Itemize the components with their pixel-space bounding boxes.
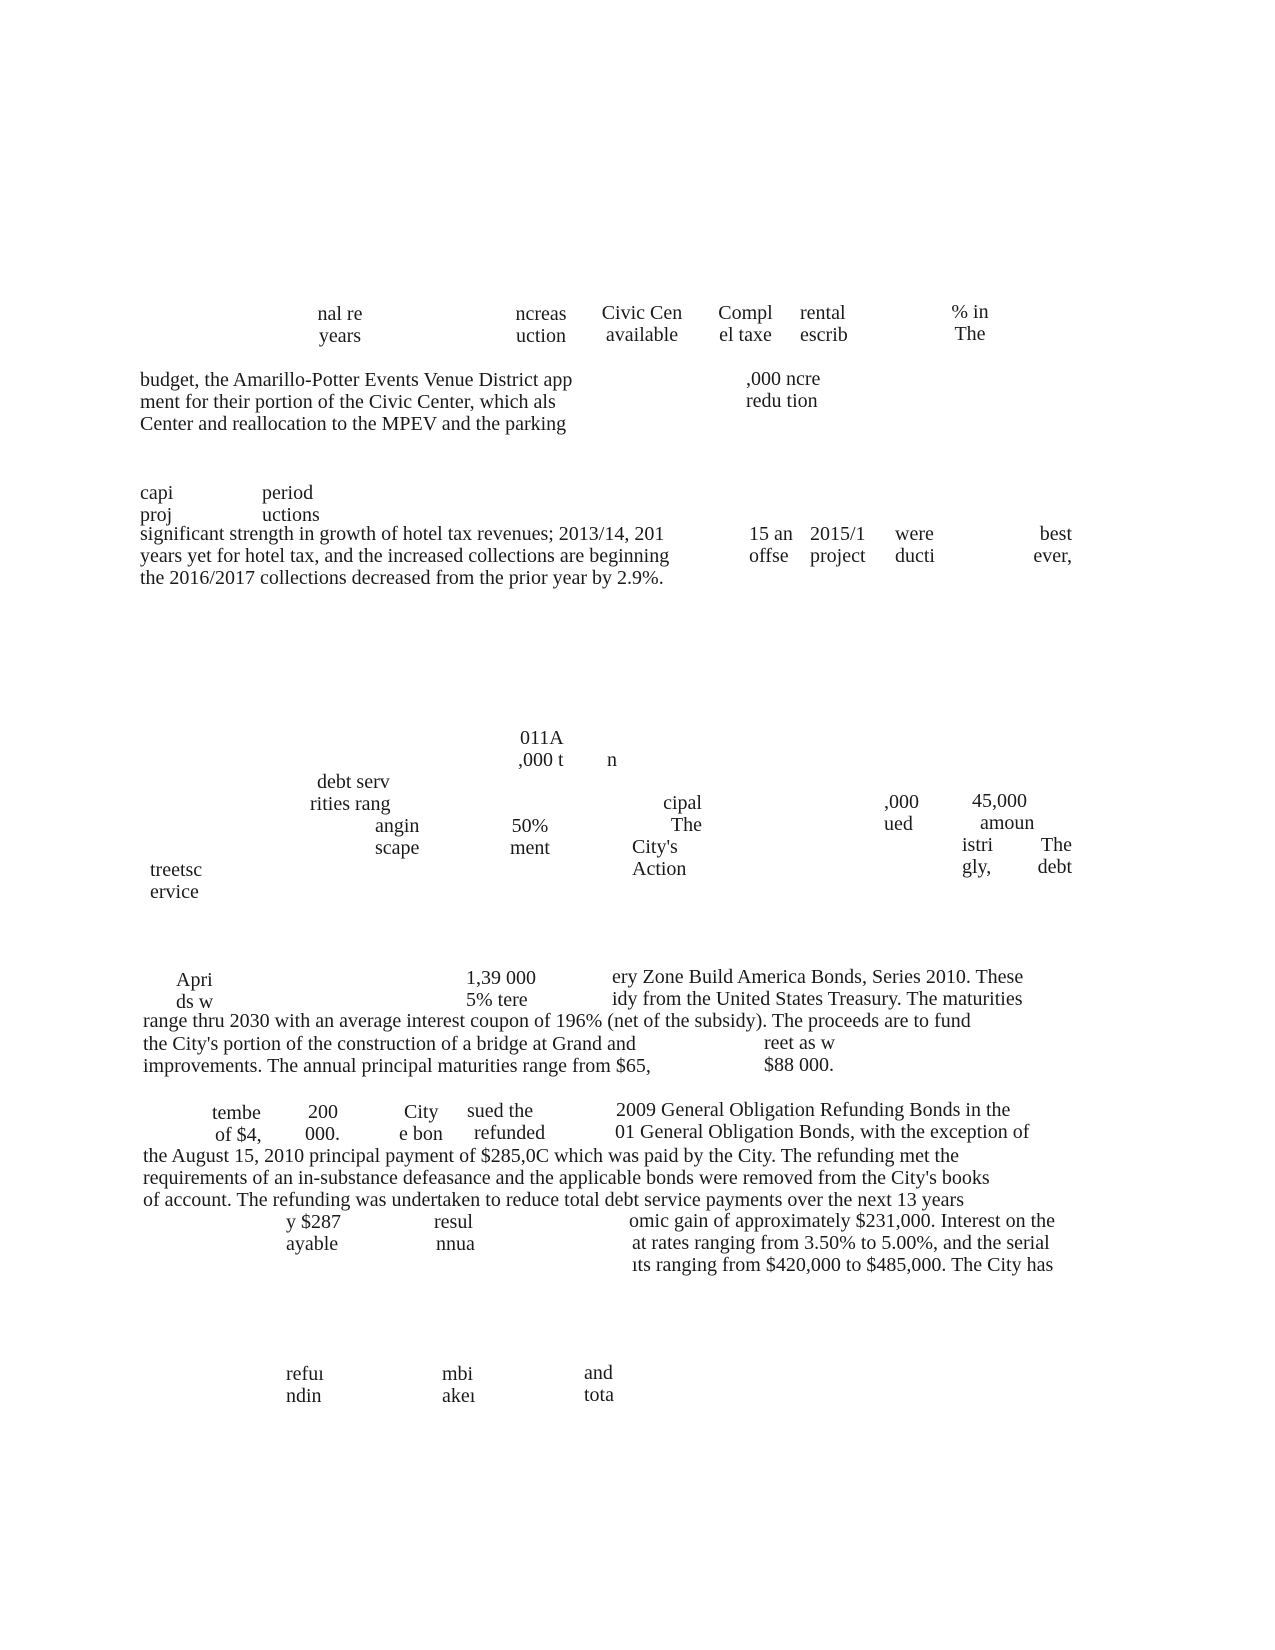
text-fragment: ment: [510, 837, 550, 859]
text-fragment: nnua: [436, 1233, 475, 1255]
fragment-column: [972, 790, 1034, 834]
text-fragment: ervice: [150, 881, 199, 903]
text-line: the 2016/2017 collections decreased from the prior year by 2.9%.: [140, 567, 664, 589]
text-fragment: 200: [308, 1101, 338, 1123]
text-fragment: gly,: [962, 856, 992, 878]
text-fragment: Compl: [718, 302, 773, 324]
fragment-column: [810, 523, 866, 567]
fragment-column: [884, 791, 919, 835]
fragment-column: [945, 301, 995, 345]
text-fragment: The: [954, 323, 986, 345]
text-fragment: escrib: [800, 324, 848, 346]
text-fragment: el taxe: [719, 324, 772, 346]
fragment-column: [500, 815, 560, 859]
text-fragment: ncreas: [515, 303, 567, 325]
fragment-column: [518, 727, 564, 771]
text-fragment: 2009 General Obligation Refunding Bonds in the: [616, 1099, 1011, 1121]
text-line: improvements. The annual principal maturities range from $65,: [143, 1055, 651, 1077]
text-fragment: 2015/1: [810, 523, 866, 545]
fragment-column: [632, 792, 702, 880]
text-fragment: $88 000.: [764, 1054, 834, 1076]
text-fragment: e bon: [399, 1123, 443, 1145]
text-fragment: sued the: [467, 1100, 534, 1122]
text-fragment: Apri: [176, 969, 213, 991]
fragment-column: [749, 523, 793, 567]
fragment-column: [584, 1362, 614, 1406]
fragment-column: [708, 302, 783, 346]
fragment-column: [286, 1363, 324, 1407]
text-fragment: 15 an: [749, 523, 793, 545]
text-fragment: project: [810, 545, 866, 567]
fragment-column: [592, 302, 692, 346]
text-fragment: ,000 ncre: [746, 368, 821, 390]
text-fragment: tembe: [212, 1102, 261, 1124]
text-fragment: available: [605, 324, 679, 346]
fragment-column: [305, 303, 375, 347]
text-fragment: ,000: [884, 791, 919, 813]
text-fragment: debt serv: [317, 771, 390, 793]
text-fragment: ayable: [286, 1233, 339, 1255]
text-fragment: uction: [516, 325, 566, 347]
text-fragment: refuı: [286, 1363, 324, 1385]
text-fragment: proj: [140, 504, 173, 526]
text-fragment: akeı: [442, 1385, 476, 1407]
text-line: budget, the Amarillo-Potter Events Venue District app: [140, 369, 573, 391]
text-fragment: 45,000: [972, 790, 1027, 812]
text-fragment: Civic Cen: [601, 302, 683, 324]
text-fragment: reet as w: [764, 1032, 836, 1054]
text-fragment: The: [1040, 834, 1072, 856]
fragment-column: [442, 1363, 475, 1407]
fragment-column: [746, 368, 820, 412]
text-fragment: omic gain of approximately $231,000. Interest on the: [629, 1210, 1056, 1232]
text-fragment: years: [318, 325, 362, 347]
fragment-column: [140, 482, 173, 526]
text-fragment: resul: [434, 1211, 473, 1233]
text-fragment: ery Zone Build America Bonds, Series 2010. These: [612, 966, 1024, 988]
text-line: Center and reallocation to the MPEV and the parking: [140, 413, 567, 435]
fragment-column: [262, 482, 320, 526]
text-fragment: idy from the United States Treasury. The maturities: [612, 988, 1023, 1010]
paragraph: [140, 369, 572, 435]
text-fragment: ducti: [895, 545, 935, 567]
text-line: requirements of an in-substance defeasance and the applicable bonds were removed from the City's books: [143, 1167, 990, 1189]
fragment-column: [150, 859, 202, 903]
text-fragment: City: [404, 1101, 439, 1123]
text-fragment: ds w: [176, 991, 214, 1013]
text-fragment: 5% tere: [466, 989, 528, 1011]
text-fragment: ndin: [286, 1385, 322, 1407]
text-line: ment for their portion of the Civic Center, which als: [140, 391, 556, 413]
text-fragment: nal re: [317, 303, 363, 325]
text-fragment: rities rang: [310, 793, 391, 815]
text-fragment: angin: [375, 815, 420, 837]
text-line: range thru 2030 with an average interest coupon of 196% (net of the subsidy). The proceeds are to fund: [143, 1010, 971, 1032]
text-line: years yet for hotel tax, and the increased collections are beginning: [140, 545, 670, 567]
text-fragment: 50%: [511, 815, 549, 837]
text-fragment: n: [607, 749, 617, 771]
text-fragment: offse: [749, 545, 789, 567]
text-fragment: period: [262, 482, 314, 504]
fragment-column: [375, 815, 419, 859]
text-fragment: mbi: [442, 1363, 474, 1385]
text-fragment: treetsc: [150, 859, 203, 881]
text-fragment: best: [1039, 523, 1072, 545]
text-line: the August 15, 2010 principal payment of $285,0C which was paid by the City. The refunding met the: [143, 1145, 959, 1167]
text-fragment: 000.: [305, 1123, 340, 1145]
text-fragment: redu tion: [746, 390, 818, 412]
text-fragment: were: [895, 523, 934, 545]
text-fragment: uctions: [262, 504, 320, 526]
text-fragment: 01 General Obligation Bonds, with the exception of: [615, 1121, 1030, 1143]
text-fragment: and: [584, 1362, 613, 1384]
text-line: significant strength in growth of hotel tax revenues; 2013/14, 201: [140, 523, 665, 545]
text-fragment: 011A: [520, 727, 564, 749]
paragraph: [140, 523, 669, 589]
text-fragment: The: [670, 814, 702, 836]
fragment-column: [800, 302, 870, 346]
text-fragment: istri: [962, 834, 994, 856]
fragment-column: [895, 523, 935, 567]
fragment-column: [1010, 523, 1072, 567]
text-fragment: % in: [951, 301, 989, 323]
text-fragment: scape: [375, 837, 420, 859]
text-fragment: at rates ranging from 3.50% to 5.00%, and the serial: [632, 1232, 1050, 1254]
text-line: the City's portion of the construction of a bridge at Grand and: [143, 1033, 636, 1055]
text-fragment: cipal: [663, 792, 702, 814]
fragment-column: [506, 303, 576, 347]
text-fragment: ever,: [1033, 545, 1072, 567]
text-fragment: debt: [1037, 856, 1072, 878]
text-fragment: of $4,: [215, 1124, 262, 1146]
text-fragment: rental: [800, 302, 846, 324]
text-fragment: y $287: [286, 1211, 341, 1233]
fragment-column: [310, 771, 391, 815]
text-fragment: ıts ranging from $420,000 to $485,000. The City has: [632, 1254, 1054, 1276]
fragment-column: [1030, 834, 1072, 878]
text-fragment: capi: [140, 482, 174, 504]
text-fragment: refunded: [474, 1122, 546, 1144]
text-fragment: City's: [632, 836, 678, 858]
text-fragment: tota: [584, 1384, 614, 1406]
text-fragment: 1,39 000: [466, 967, 536, 989]
text-fragment: Action: [632, 858, 687, 880]
text-fragment: amoun: [980, 812, 1035, 834]
fragment-column: [962, 834, 993, 878]
text-fragment: ,000 t: [518, 749, 564, 771]
text-line: of account. The refunding was undertaken to reduce total debt service payments over the next 13 years: [143, 1189, 964, 1211]
text-fragment: ued: [884, 813, 913, 835]
